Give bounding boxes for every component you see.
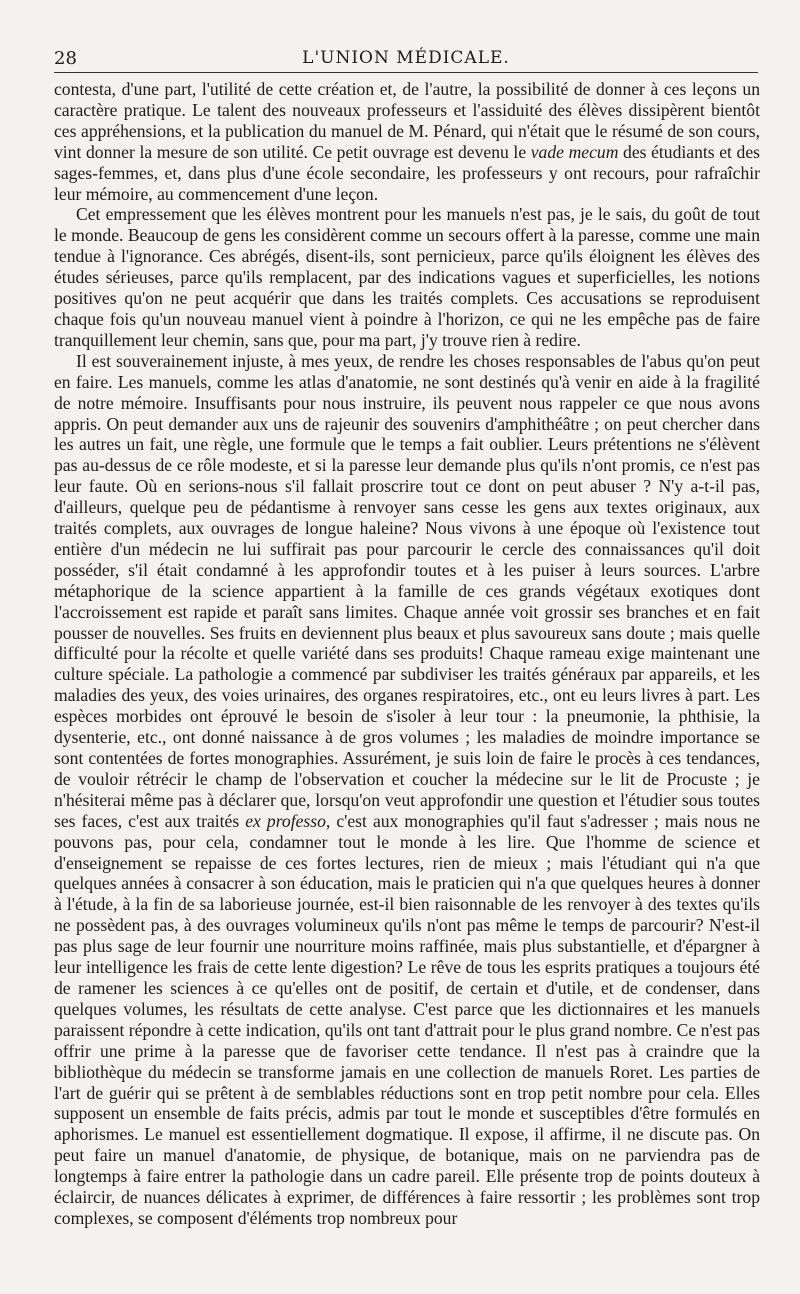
paragraph <box>54 79 760 204</box>
paragraph <box>54 204 760 350</box>
page-header <box>54 42 758 73</box>
paragraph <box>54 351 760 1229</box>
italic-phrase: vade mecum <box>530 141 619 162</box>
text-run: c'est aux monographies qu'il faut s'adresser ; mais nous ne pouvons pas, pour cela, condamner tout le monde à les lire. Que l'homme de science et d'enseignement se repaisse de ces fortes lectures, rien de mieux ; mais l'étudiant qui n'a que quelques années à consacrer à son éducation, mais le praticien qui n'a que quelques heures à donner à l'étude, à la fin de sa laborieuse journée, est-il bien raisonnable de les renvoyer à des textes qu'ils ne possèdent pas, à des ouvrages volumineux qu'ils n'ont pas même le temps de parcourir? N'est-il pas plus sage de leur fournir une nourriture moins raffinée, mais plus substantielle, et d'épargner à leur intelligence les frais de cette lente digestion? Le rêve de tous les esprits pratiques a toujours été de ramener les sciences à ce qu'elles ont de positif, de certain et d'utile, et de condenser, dans quelques volumes, les résultats de cette analyse. C'est parce que les dictionnaires et les manuels paraissent répondre à cette indication, qu'ils ont tant d'attrait pour le plus grand nombre. Ce n'est pas offrir une prime à la paresse que de favoriser cette tendance. Il n'est pas à craindre que la bibliothèque du médecin se transforme jamais en une collection de manuels Roret. Les parties de l'art de guérir qui se prêtent à de semblables réductions sont en trop petit nombre pour cela. Elles supposent un ensemble de faits précis, admis par tout le monde et susceptibles d'être formulés en aphorismes. Le manuel est essentiellement dogmatique. Il expose, il affirme, il ne discute pas. On peut faire un manuel d'anatomie, de physique, de botanique, mais on ne parviendra pas de longtemps à faire entrer la pathologie dans un cadre pareil. Elle présente trop de points douteux à éclaircir, de nuances délicates à exprimer, de différences à faire ressortir ; les problèmes sont trop complexes, se composent d'éléments trop nombreux pour <box>54 810 761 1228</box>
page-number: 28 <box>54 48 77 69</box>
text-run: contesta, d'une part, l'utilité de cette création et, de l'autre, la possibilité de donner à ces leçons un caractère pratique. Le talent des nouveaux professeurs et l'assiduité des élèves dissipèrent bientôt ces appréhensions, et la publication du manuel de M. Pénard, qui n'était que le résumé de son cours, vint donner la mesure de son utilité. Ce petit ouvrage est devenu le <box>54 79 760 162</box>
body-text <box>54 79 760 1229</box>
italic-phrase: ex professo, <box>245 810 331 831</box>
text-run: Il est souverainement injuste, à mes yeux, de rendre les choses responsables de l'abus qu'on peut en faire. Les manuels, comme les atlas d'anatomie, ne sont destinés qu'à venir en aide à la fragilité de notre mémoire. Insuffisants pour nous instruire, ils peuvent nous rappeler ce que nous avons appris. On peut demander aux uns de rajeunir des souvenirs d'amphithéâtre ; on peut chercher dans les autres un fait, une règle, une formule que le temps a fait oublier. Leurs prétentions ne s'élèvent pas au-dessus de ce rôle modeste, et si la paresse leur demande plus qu'ils n'ont promis, ce n'est pas leur faute. Où en serions-nous s'il fallait proscrire tout ce dont on peut abuser ? N'y a-t-il pas, d'ailleurs, quelque peu de pédantisme à renvoyer sans cesse les gens aux textes originaux, aux traités complets, aux ouvrages de longue haleine? Nous vivons à une époque où l'existence tout entière d'un médecin ne lui suffirait pas pour parcourir le cercle des connaissances qu'il doit posséder, s'il était condamné à les approfondir toutes et à les puiser à leurs sources. L'arbre métaphorique de la science appartient à la famille de ces grands végétaux exotiques dont l'accroissement est rapide et paraît sans limites. Chaque année voit grossir ses branches et en fait pousser de nouvelles. Ses fruits en deviennent plus beaux et plus savoureux sans doute ; mais quelle difficulté pour la récolte et quelle variété dans ses produits! Chaque rameau exige maintenant une culture spéciale. La pathologie a commencé par subdiviser les traités généraux par appareils, et les maladies des yeux, des voies urinaires, des organes respiratoires, etc., ont eu leurs livres à part. Les espèces morbides ont éprouvé le besoin de s'isoler à leur tour : la pneumonie, la phthisie, la dysenterie, etc., ont donné naissance à de gros volumes ; les maladies de moindre importance se sont contentées de fortes monographies. Assurément, je suis loin de faire le procès à ces tendances, de vouloir rétrécir le champ de l'observation et coucher la médecine sur le lit de Procuste ; je n'hésiterai même pas à déclarer que, lorsqu'on veut approfondir une question et l'étudier sous toutes ses faces, c'est aux traités <box>54 350 760 831</box>
running-title: L'UNION MÉDICALE. <box>302 48 510 68</box>
text-run: Cet empressement que les élèves montrent pour les manuels n'est pas, je le sais, du goût de tout le monde. Beaucoup de gens les considèrent comme un secours offert à la paresse, comme une main tendue à l'ignorance. Ces abrégés, disent-ils, sont pernicieux, parce qu'ils éloignent les élèves des études sérieuses, parce qu'ils remplacent, par des indications vagues et superficielles, les notions positives qu'on ne peut acquérir que dans les traités complets. Ces accusations se reproduisent chaque fois qu'un nouveau manuel vient à poindre à l'horizon, ce qui ne les empêche pas de faire tranquillement leur chemin, sans que, pour ma part, j'y trouve rien à redire. <box>54 204 760 350</box>
text-run: des étudiants et des sages-femmes, et, dans plus d'une école secondaire, les professeurs y ont recours, pour rafraîchir leur mémoire, au commencement d'une leçon. <box>54 141 760 204</box>
